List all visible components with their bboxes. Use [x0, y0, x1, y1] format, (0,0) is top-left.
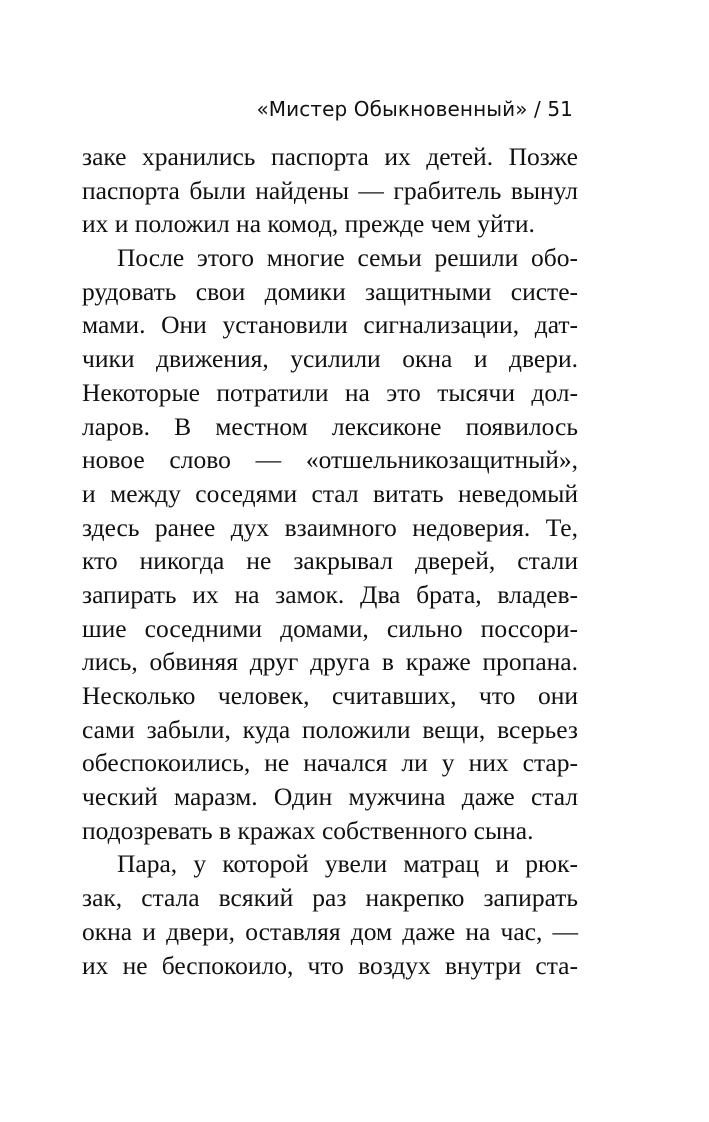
- text-line: Пара, у которой увели матрац и рюк-: [117, 849, 578, 879]
- text-line: паспорта были найдены — грабитель вынул: [82, 175, 578, 205]
- text-line: чики движения, усилили окна и двери.: [82, 344, 578, 374]
- text-line: зак, стала всякий раз накрепко запирать: [82, 883, 578, 913]
- text-line: ларов. В местном лексиконе появилось: [82, 411, 578, 441]
- text-line: шие соседними домами, сильно поссори-: [82, 613, 578, 643]
- text-line: заке хранились паспорта их детей. Позже: [82, 142, 578, 171]
- body-text: [82, 140, 578, 982]
- text-line: окна и двери, оставляя дом даже на час, —: [82, 916, 578, 946]
- text-line: кто никогда не закрывал дверей, стали: [82, 546, 578, 576]
- text-line: здесь ранее дух взаимного недоверия. Те,: [82, 512, 578, 542]
- text-line: рудовать свои домики защитными систе-: [82, 276, 578, 306]
- text-line: Несколько человек, считавших, что они: [82, 681, 578, 710]
- text-line: их и положил на комод, прежде чем уйти.: [82, 209, 535, 239]
- text-line: лись, обвиняя друг друга в краже пропана.: [82, 647, 578, 677]
- text-line: подозревать в кражах собственного сына.: [82, 815, 534, 845]
- text-line: новое слово — «отшельникозащитный»,: [82, 445, 578, 475]
- text-line: их не беспокоило, что воздух внутри ста-: [82, 950, 578, 980]
- running-header: «Мистер Обыкновенный» / 51: [256, 97, 573, 121]
- text-line: Некоторые потратили на это тысячи дол-: [82, 377, 578, 407]
- text-line: сами забыли, куда положили вещи, всерьез: [82, 714, 578, 744]
- text-line: мами. Они установили сигнализации, дат-: [82, 310, 578, 340]
- text-line: и между соседями стал витать неведомый: [82, 478, 578, 508]
- text-line: обеспокоились, не начался ли у них стар-: [82, 748, 578, 778]
- text-line: После этого многие семьи решили обо-: [117, 243, 578, 273]
- text-line: ческий маразм. Один мужчина даже стал: [82, 782, 578, 812]
- text-line: запирать их на замок. Два брата, владев-: [82, 579, 578, 609]
